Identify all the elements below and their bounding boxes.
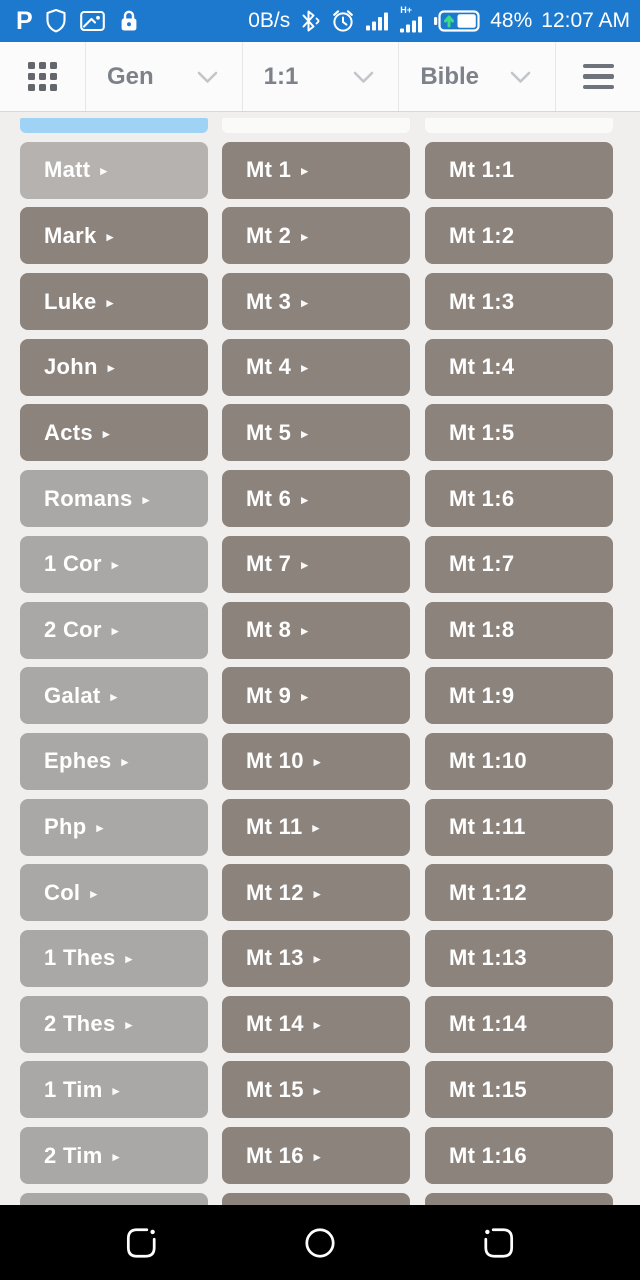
- battery-charging-icon: [433, 8, 481, 34]
- status-bar-left: [10, 8, 141, 34]
- arrow-right-icon: ▸: [100, 163, 108, 179]
- verse-label: Mt 1:8: [449, 617, 515, 642]
- verse-button[interactable]: [425, 339, 613, 396]
- arrow-right-icon: ▸: [107, 360, 115, 376]
- arrow-right-icon: ▸: [112, 1148, 120, 1164]
- book-label: Romans: [44, 485, 133, 511]
- chevron-down-icon: [353, 63, 374, 91]
- chapter-label: Mt 14: [246, 1011, 304, 1037]
- book-button[interactable]: [20, 207, 208, 264]
- chevron-down-icon: [510, 63, 531, 91]
- arrow-right-icon: ▸: [313, 1082, 321, 1098]
- verse-label: Mt 1:15: [449, 1076, 527, 1102]
- book-button[interactable]: [20, 602, 208, 659]
- mobile-data-icon: [399, 6, 424, 36]
- clock-time: 12:07 AM: [541, 9, 630, 32]
- arrow-right-icon: ▸: [313, 951, 321, 967]
- status-bar-right: [248, 6, 630, 36]
- verse-label: Mt 1:5: [449, 419, 515, 445]
- book-button[interactable]: [20, 733, 208, 790]
- arrow-right-icon: ▸: [96, 820, 104, 836]
- hamburger-icon: [583, 64, 614, 69]
- book-button[interactable]: [20, 404, 208, 461]
- chapter-button[interactable]: [222, 404, 410, 461]
- grid-icon: [28, 62, 57, 91]
- toolbar: [0, 42, 640, 112]
- chapter-button[interactable]: [222, 142, 410, 199]
- book-label: 1 Tim: [44, 1076, 103, 1102]
- book-button[interactable]: [20, 667, 208, 724]
- chapter-button[interactable]: [222, 996, 410, 1053]
- arrow-right-icon: ▸: [301, 491, 309, 507]
- screenshot-icon: [79, 9, 106, 33]
- chapter-button[interactable]: [222, 339, 410, 396]
- reference-selector[interactable]: [242, 42, 399, 111]
- chapter-partial-bottom[interactable]: [222, 1193, 410, 1205]
- chapter-label: Mt 3: [246, 288, 292, 314]
- verse-button[interactable]: [425, 470, 613, 527]
- verse-button[interactable]: [425, 273, 613, 330]
- arrow-right-icon: ▸: [313, 1017, 321, 1033]
- chapter-button[interactable]: [222, 733, 410, 790]
- arrow-right-icon: ▸: [106, 228, 114, 244]
- mobile-data-type-badge: H+: [400, 5, 412, 15]
- chapter-label: Mt 7: [246, 551, 292, 577]
- arrow-right-icon: ▸: [90, 885, 98, 901]
- arrow-right-icon: ▸: [110, 688, 118, 704]
- verse-label: Mt 1:12: [449, 879, 527, 905]
- book-label: Col: [44, 879, 81, 905]
- battery-percent: 48%: [490, 9, 533, 32]
- verse-button[interactable]: [425, 930, 613, 987]
- book-label: 2 Cor: [44, 617, 102, 642]
- reference-selector-label: 1:1: [263, 62, 299, 90]
- chapter-label: Mt 5: [246, 419, 292, 445]
- verse-label: Mt 1:2: [449, 222, 515, 248]
- book-label: Luke: [44, 288, 97, 314]
- book-selector-label: Gen: [107, 62, 154, 90]
- arrow-right-icon: ▸: [111, 623, 119, 638]
- verse-button[interactable]: [425, 996, 613, 1053]
- android-nav-bar: [0, 1205, 640, 1280]
- chapter-label: Mt 2: [246, 222, 292, 248]
- verse-label: Mt 1:11: [449, 814, 526, 840]
- chapter-label: Mt 4: [246, 354, 292, 380]
- chapters-column: [222, 118, 410, 1205]
- arrow-right-icon: ▸: [313, 885, 321, 901]
- book-label: Ephes: [44, 748, 112, 774]
- lock-icon: [117, 8, 141, 34]
- book-label: Galat: [44, 682, 101, 708]
- book-label: 2 Thes: [44, 1011, 116, 1037]
- arrow-right-icon: ▸: [102, 425, 110, 441]
- verse-button[interactable]: [425, 142, 613, 199]
- book-label: Matt: [44, 157, 91, 183]
- verse-button[interactable]: [425, 1127, 613, 1184]
- grid-view-button[interactable]: [0, 42, 85, 111]
- chapter-label: Mt 11: [246, 814, 303, 840]
- book-label: Acts: [44, 419, 93, 445]
- arrow-right-icon: ▸: [301, 163, 309, 179]
- arrow-right-icon: ▸: [301, 294, 309, 310]
- selection-grid: [0, 112, 640, 1205]
- back-nav-icon[interactable]: [122, 1224, 160, 1262]
- chapter-button[interactable]: [222, 273, 410, 330]
- chapter-label: Mt 10: [246, 748, 304, 774]
- book-button[interactable]: [20, 470, 208, 527]
- verse-partial-top[interactable]: [425, 118, 613, 133]
- verse-button[interactable]: [425, 799, 613, 856]
- chapter-button[interactable]: [222, 207, 410, 264]
- arrow-right-icon: ▸: [301, 425, 309, 441]
- chapter-label: Mt 1: [246, 157, 292, 183]
- arrow-right-icon: ▸: [121, 754, 129, 770]
- chapter-label: Mt 16: [246, 1142, 304, 1168]
- verse-label: Mt 1:10: [449, 748, 527, 774]
- books-column: [20, 118, 208, 1205]
- arrow-right-icon: ▸: [301, 623, 309, 638]
- menu-button[interactable]: [555, 42, 640, 111]
- verse-label: Mt 1:9: [449, 682, 515, 708]
- shield-icon: [44, 8, 68, 34]
- verse-label: Mt 1:4: [449, 354, 515, 380]
- book-button[interactable]: [20, 1127, 208, 1184]
- signal-bars-icon: [365, 8, 390, 34]
- status-bar: [0, 0, 640, 42]
- chapter-label: Mt 12: [246, 879, 304, 905]
- arrow-right-icon: ▸: [301, 360, 309, 376]
- book-selector[interactable]: [85, 42, 242, 111]
- verse-label: Mt 1:13: [449, 945, 527, 971]
- chapter-label: Mt 15: [246, 1076, 304, 1102]
- book-partial-bottom[interactable]: [20, 1193, 208, 1205]
- book-label: John: [44, 354, 98, 380]
- chapter-button[interactable]: [222, 1061, 410, 1118]
- verse-button[interactable]: [425, 602, 613, 659]
- chapter-button[interactable]: [222, 930, 410, 987]
- arrow-right-icon: ▸: [313, 1148, 321, 1164]
- arrow-right-icon: ▸: [111, 557, 119, 573]
- book-label: Php: [44, 814, 87, 840]
- book-label: 1 Thes: [44, 945, 116, 971]
- arrow-right-icon: ▸: [125, 1017, 133, 1033]
- verses-column: [425, 118, 613, 1205]
- arrow-right-icon: ▸: [142, 491, 150, 507]
- chapter-button[interactable]: [222, 470, 410, 527]
- mode-selector-label: Bible: [420, 62, 480, 90]
- chapter-label: Mt 8: [246, 617, 292, 642]
- arrow-right-icon: ▸: [301, 688, 309, 704]
- book-button[interactable]: [20, 930, 208, 987]
- book-partial-top[interactable]: [20, 118, 208, 133]
- chapter-label: Mt 13: [246, 945, 304, 971]
- chapter-button[interactable]: [222, 602, 410, 659]
- recents-nav-icon[interactable]: [480, 1224, 518, 1262]
- verse-label: Mt 1:14: [449, 1011, 527, 1037]
- arrow-right-icon: ▸: [112, 1082, 120, 1098]
- arrow-right-icon: ▸: [125, 951, 133, 967]
- chapter-partial-top[interactable]: [222, 118, 410, 133]
- book-button[interactable]: [20, 864, 208, 921]
- verse-label: Mt 1:3: [449, 288, 515, 314]
- verse-label: Mt 1:7: [449, 551, 515, 577]
- chapter-label: Mt 9: [246, 682, 292, 708]
- network-speed: 0B/s: [248, 9, 291, 32]
- verse-partial-bottom[interactable]: [425, 1193, 613, 1205]
- verse-button[interactable]: [425, 1061, 613, 1118]
- book-button[interactable]: [20, 1061, 208, 1118]
- verse-label: Mt 1:16: [449, 1142, 527, 1168]
- chapter-button[interactable]: [222, 536, 410, 593]
- chapter-button[interactable]: [222, 1127, 410, 1184]
- book-label: Mark: [44, 222, 97, 248]
- p-notification-icon: P: [16, 6, 33, 35]
- book-button[interactable]: [20, 339, 208, 396]
- chevron-down-icon: [197, 63, 218, 91]
- chapter-button[interactable]: [222, 799, 410, 856]
- arrow-right-icon: ▸: [312, 820, 320, 836]
- verse-button[interactable]: [425, 536, 613, 593]
- chapter-label: Mt 6: [246, 485, 292, 511]
- book-button[interactable]: [20, 273, 208, 330]
- book-button[interactable]: [20, 142, 208, 199]
- verse-button[interactable]: [425, 207, 613, 264]
- arrow-right-icon: ▸: [313, 754, 321, 770]
- book-label: 2 Tim: [44, 1142, 103, 1168]
- book-button[interactable]: [20, 996, 208, 1053]
- book-button[interactable]: [20, 799, 208, 856]
- verse-label: Mt 1:6: [449, 485, 515, 511]
- arrow-right-icon: ▸: [301, 557, 309, 573]
- book-button[interactable]: [20, 536, 208, 593]
- arrow-right-icon: ▸: [106, 294, 114, 310]
- verse-button[interactable]: [425, 733, 613, 790]
- verse-button[interactable]: [425, 864, 613, 921]
- home-nav-icon[interactable]: [301, 1224, 339, 1262]
- arrow-right-icon: ▸: [301, 228, 309, 244]
- verse-button[interactable]: [425, 667, 613, 724]
- chapter-button[interactable]: [222, 667, 410, 724]
- bluetooth-icon: [299, 8, 321, 34]
- mode-selector[interactable]: [398, 42, 555, 111]
- verse-button[interactable]: [425, 404, 613, 461]
- verse-label: Mt 1:1: [449, 157, 515, 183]
- chapter-button[interactable]: [222, 864, 410, 921]
- alarm-icon: [330, 8, 356, 34]
- book-label: 1 Cor: [44, 551, 102, 577]
